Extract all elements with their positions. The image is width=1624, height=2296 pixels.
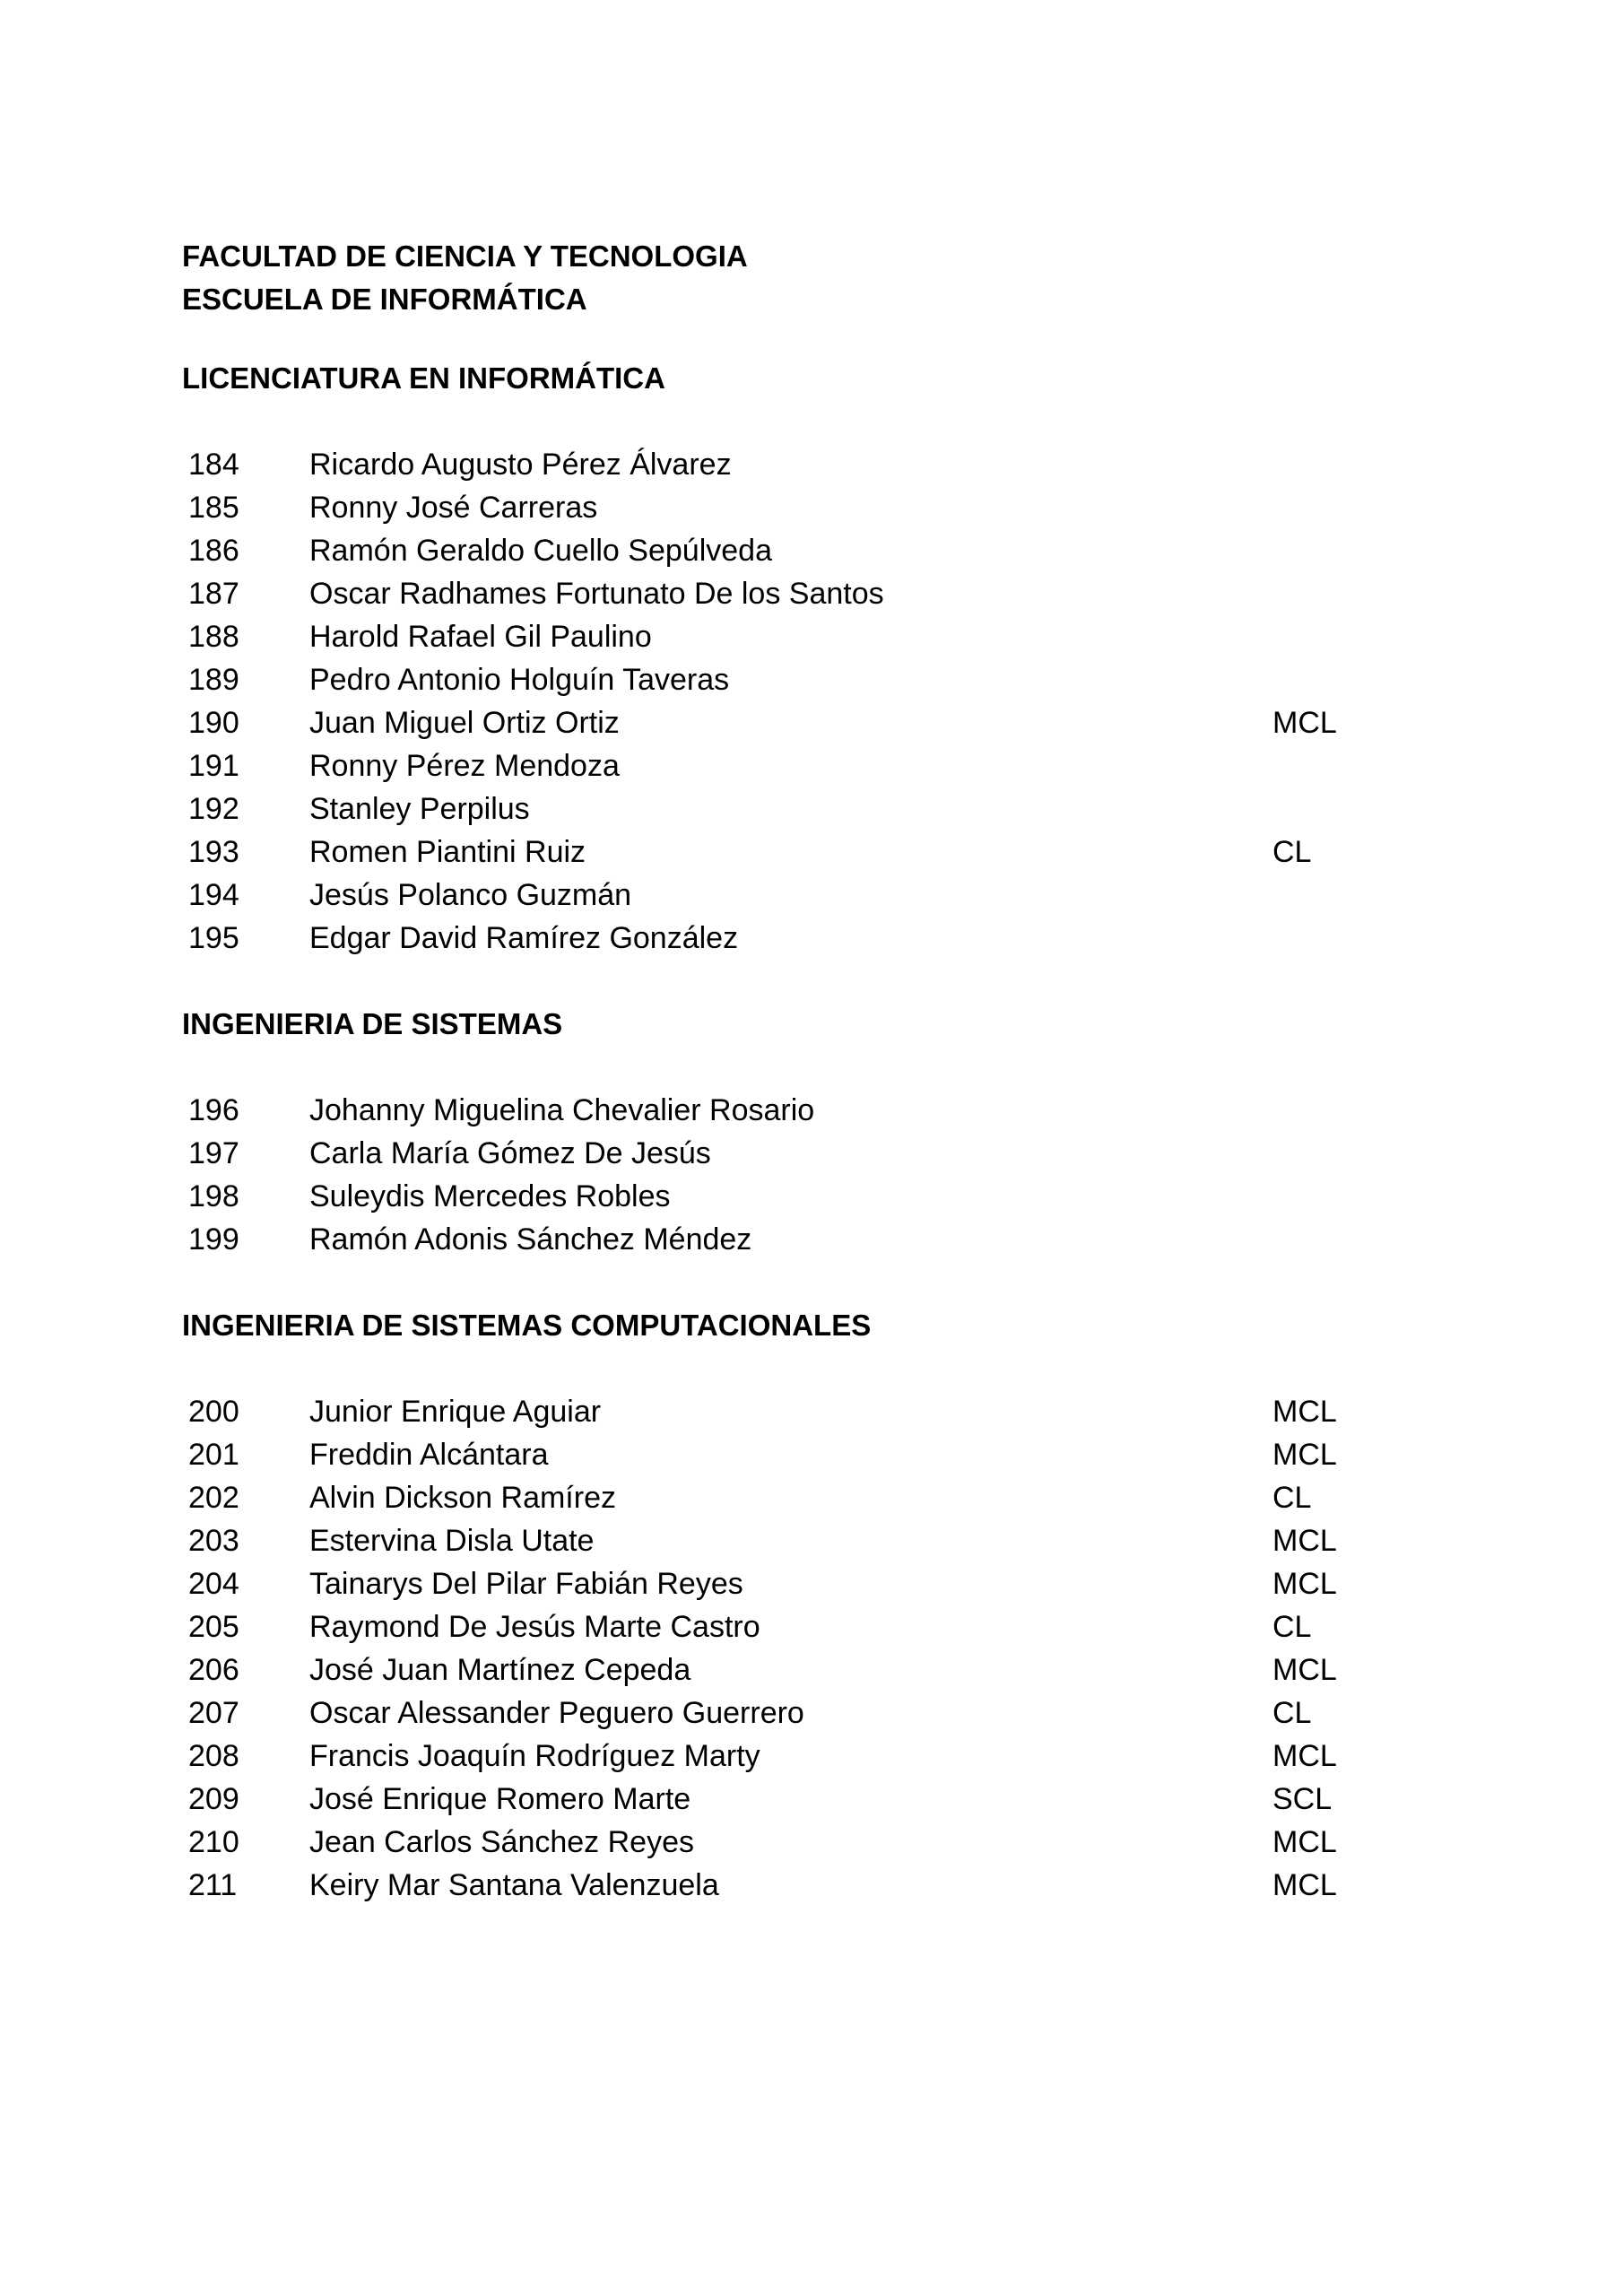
- graduate-number: 197: [188, 1136, 239, 1170]
- section-title: LICENCIATURA EN INFORMÁTICA: [182, 361, 665, 395]
- graduate-number: 207: [188, 1696, 239, 1730]
- graduate-number: 201: [188, 1438, 239, 1472]
- graduate-number: 198: [188, 1179, 239, 1213]
- graduate-number: 210: [188, 1825, 239, 1859]
- honor-distinction: MCL: [1272, 1653, 1337, 1687]
- graduate-row: [182, 1648, 1437, 1692]
- graduate-number: 204: [188, 1567, 239, 1601]
- section-title: INGENIERIA DE SISTEMAS: [182, 1007, 563, 1040]
- honor-distinction: CL: [1272, 1696, 1312, 1730]
- graduate-name: Tainarys Del Pilar Fabián Reyes: [309, 1567, 743, 1601]
- graduate-name: Alvin Dickson Ramírez: [309, 1481, 616, 1515]
- graduate-list: [182, 1089, 1437, 1261]
- graduate-number: 191: [188, 749, 239, 783]
- graduate-row: [182, 1692, 1437, 1735]
- graduate-number: 193: [188, 835, 239, 869]
- graduate-number: 184: [188, 448, 239, 482]
- graduate-row: [182, 1476, 1437, 1519]
- graduate-number: 206: [188, 1653, 239, 1687]
- graduate-name: Ramón Adonis Sánchez Méndez: [309, 1222, 752, 1257]
- honor-distinction: MCL: [1272, 1739, 1337, 1773]
- graduate-name: Keiry Mar Santana Valenzuela: [309, 1868, 719, 1902]
- graduate-number: 187: [188, 577, 239, 611]
- spacer: [182, 960, 1437, 1003]
- document-body: [182, 235, 1437, 1907]
- graduate-row: [182, 1605, 1437, 1648]
- graduate-name: Edgar David Ramírez González: [309, 921, 739, 955]
- graduate-number: 196: [188, 1093, 239, 1127]
- school-heading: ESCUELA DE INFORMÁTICA: [182, 283, 587, 316]
- graduate-name: Johanny Miguelina Chevalier Rosario: [309, 1093, 815, 1127]
- graduate-row: [182, 1519, 1437, 1562]
- graduate-row: [182, 701, 1437, 744]
- graduate-row: [182, 1735, 1437, 1778]
- graduate-row: [182, 486, 1437, 529]
- graduate-number: 200: [188, 1395, 239, 1429]
- graduate-number: 188: [188, 620, 239, 654]
- graduate-number: 189: [188, 663, 239, 697]
- graduate-name: Juan Miguel Ortiz Ortiz: [309, 706, 620, 740]
- graduate-row: [182, 1218, 1437, 1261]
- graduate-row: [182, 1175, 1437, 1218]
- graduate-name: Ronny Pérez Mendoza: [309, 749, 620, 783]
- honor-distinction: MCL: [1272, 1395, 1337, 1429]
- graduate-name: Jean Carlos Sánchez Reyes: [309, 1825, 695, 1859]
- graduate-row: [182, 1132, 1437, 1175]
- honor-distinction: MCL: [1272, 706, 1337, 740]
- graduate-number: 195: [188, 921, 239, 955]
- graduate-number: 192: [188, 792, 239, 826]
- graduate-number: 186: [188, 534, 239, 568]
- graduate-row: [182, 1864, 1437, 1907]
- graduate-name: José Juan Martínez Cepeda: [309, 1653, 691, 1687]
- graduate-row: [182, 874, 1437, 917]
- honor-distinction: MCL: [1272, 1438, 1337, 1472]
- honor-distinction: MCL: [1272, 1825, 1337, 1859]
- graduate-row: [182, 1390, 1437, 1433]
- graduate-number: 203: [188, 1524, 239, 1558]
- graduate-row: [182, 831, 1437, 874]
- graduate-row: [182, 1433, 1437, 1476]
- honor-distinction: CL: [1272, 1481, 1312, 1515]
- graduate-name: Ricardo Augusto Pérez Álvarez: [309, 448, 732, 482]
- honor-distinction: CL: [1272, 1610, 1312, 1644]
- graduate-name: Stanley Perpilus: [309, 792, 530, 826]
- graduate-name: Junior Enrique Aguiar: [309, 1395, 602, 1429]
- graduate-name: Oscar Alessander Peguero Guerrero: [309, 1696, 804, 1730]
- graduate-row: [182, 1089, 1437, 1132]
- graduate-row: [182, 443, 1437, 486]
- spacer: [182, 400, 1437, 443]
- graduate-row: [182, 1821, 1437, 1864]
- graduate-name: Ronny José Carreras: [309, 491, 598, 525]
- graduate-number: 185: [188, 491, 239, 525]
- section-title: INGENIERIA DE SISTEMAS COMPUTACIONALES: [182, 1309, 872, 1342]
- graduate-row: [182, 615, 1437, 658]
- graduate-name: Pedro Antonio Holguín Taveras: [309, 663, 730, 697]
- graduate-name: Carla María Gómez De Jesús: [309, 1136, 711, 1170]
- graduate-row: [182, 572, 1437, 615]
- graduate-list: [182, 1390, 1437, 1907]
- graduate-name: Ramón Geraldo Cuello Sepúlveda: [309, 534, 772, 568]
- graduate-row: [182, 787, 1437, 831]
- sections-container: [182, 357, 1437, 1907]
- honor-distinction: CL: [1272, 835, 1312, 869]
- spacer: [182, 1046, 1437, 1089]
- graduate-list: [182, 443, 1437, 960]
- honor-distinction: MCL: [1272, 1868, 1337, 1902]
- spacer: [182, 1347, 1437, 1390]
- honor-distinction: MCL: [1272, 1567, 1337, 1601]
- graduate-number: 211: [188, 1868, 238, 1902]
- graduate-row: [182, 1562, 1437, 1605]
- graduate-name: Romen Piantini Ruiz: [309, 835, 586, 869]
- honor-distinction: MCL: [1272, 1524, 1337, 1558]
- faculty-heading: FACULTAD DE CIENCIA Y TECNOLOGIA: [182, 239, 748, 273]
- graduate-name: Francis Joaquín Rodríguez Marty: [309, 1739, 760, 1773]
- graduate-name: Jesús Polanco Guzmán: [309, 878, 632, 912]
- graduate-row: [182, 1778, 1437, 1821]
- graduate-name: Raymond De Jesús Marte Castro: [309, 1610, 760, 1644]
- graduate-name: José Enrique Romero Marte: [309, 1782, 691, 1816]
- graduate-name: Estervina Disla Utate: [309, 1524, 595, 1558]
- spacer: [182, 321, 1437, 357]
- graduate-number: 208: [188, 1739, 239, 1773]
- graduate-row: [182, 529, 1437, 572]
- graduate-row: [182, 917, 1437, 960]
- spacer: [182, 1261, 1437, 1304]
- graduate-number: 190: [188, 706, 239, 740]
- graduate-number: 202: [188, 1481, 239, 1515]
- graduate-number: 209: [188, 1782, 239, 1816]
- graduate-name: Harold Rafael Gil Paulino: [309, 620, 652, 654]
- graduate-number: 199: [188, 1222, 239, 1257]
- graduate-name: Freddin Alcántara: [309, 1438, 549, 1472]
- graduate-number: 205: [188, 1610, 239, 1644]
- graduate-row: [182, 744, 1437, 787]
- graduate-number: 194: [188, 878, 239, 912]
- graduate-name: Oscar Radhames Fortunato De los Santos: [309, 577, 884, 611]
- graduate-row: [182, 658, 1437, 701]
- honor-distinction: SCL: [1272, 1782, 1333, 1816]
- graduate-name: Suleydis Mercedes Robles: [309, 1179, 671, 1213]
